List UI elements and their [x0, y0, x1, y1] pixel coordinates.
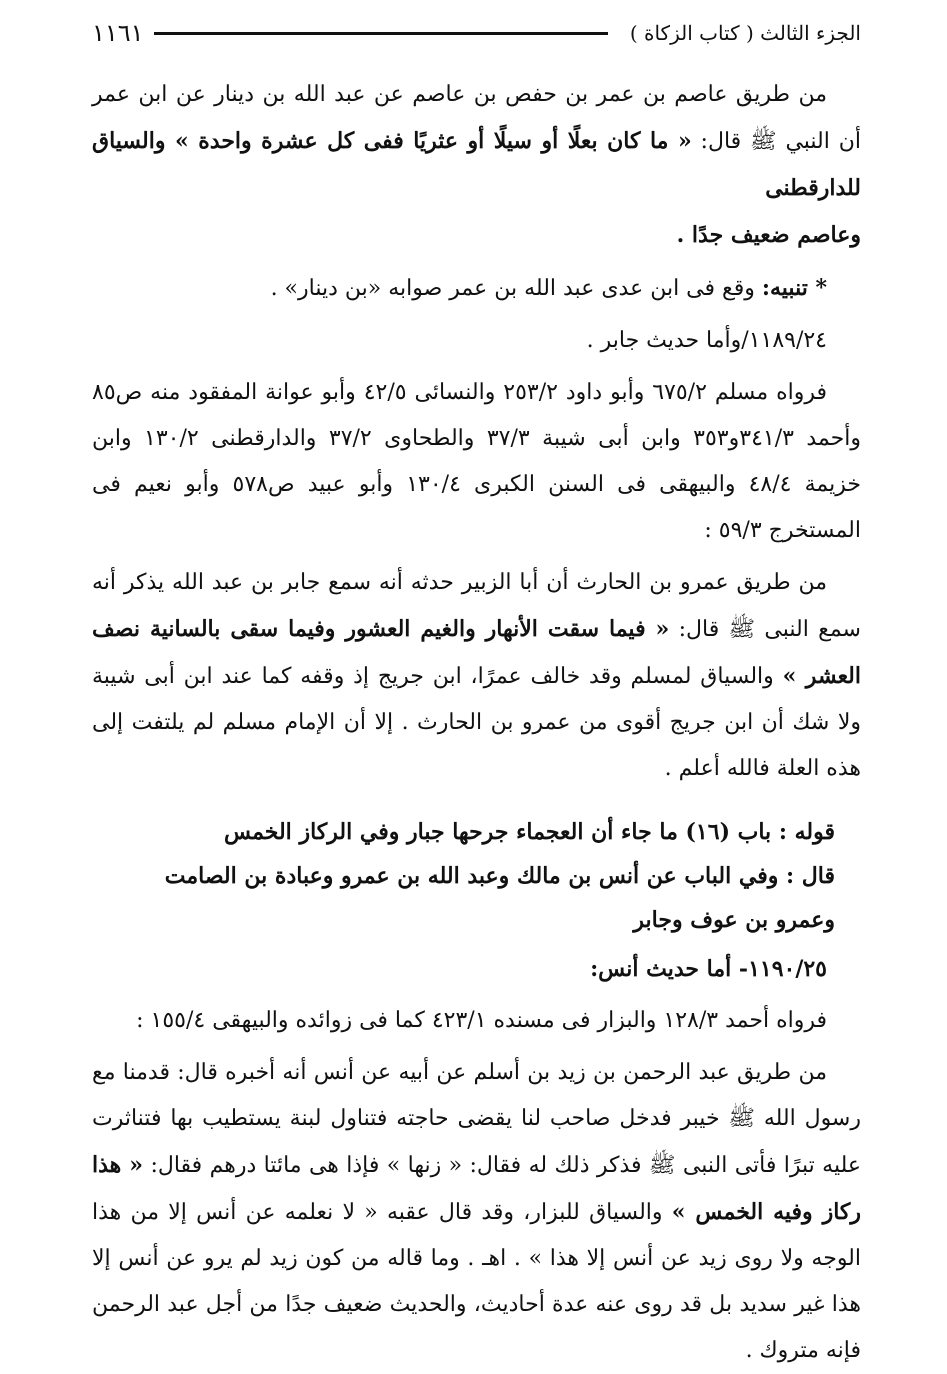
entry-heading-jabir: ١١٨٩/٢٤/وأما حديث جابر . [586, 328, 827, 353]
hadith-quote: « ما كان بعلًا أو سيلًا أو عثريًا ففى كل عشرة واحدة » والسياق للدارقطنى [92, 128, 861, 201]
paragraph-text-bold: وعاصم ضعيف جدًا . [676, 222, 861, 248]
paragraph-text: والسياق للبزار، وقد قال عقبه « لا نعلمه عن أنس إلا من هذا الوجه ولا روى زيد عن أنس إلا هذا » . اهـ . وما قاله من كون زيد لم يرو عن أنس إلا هذا غير سديد بل قد روى عنه عدة أحاديث، والحديث ضعيف جدًا من أجل عبد الرحمن فإنه متروك . [92, 1200, 861, 1363]
note-text: وقع فى ابن عدى عبد الله بن عمر صوابه «بن دينار» . [270, 276, 762, 301]
chapter-heading-line: قوله : باب (١٦) ما جاء أن العجماء جرحها جبار وفي الركاز الخمس [224, 819, 835, 845]
note-label: * تنبيه: [761, 275, 827, 301]
paragraph-asim-chain [92, 72, 861, 259]
paragraph-text: من طريق عمرو بن الحارث أن أبا الزبير حدثه أنه سمع جابر بن عبد الله يذكر أنه سمع النبى ﷺ قال: [92, 570, 861, 642]
hadith-quote: « فيما سقت الأنهار والغيم العشور وفيما سقى بالسانية نصف العشر » [92, 616, 862, 689]
entry-heading-anas: ١١٩٠/٢٥- أما حديث أنس: [590, 956, 827, 982]
hadith-quote: « هذا ركاز وفيه الخمس » [92, 1152, 861, 1225]
chapter-heading-line: وعمرو بن عوف وجابر [633, 907, 835, 933]
paragraph-text: من طريق عبد الرحمن بن زيد بن أسلم عن أبيه عن أنس أنه أخبره قال: قدمنا مع رسول الله ﷺ خيبر فدخل صاحب لنا يقضى حاجته فتناول لبنة يستطيب بها فتناثرت عليه تبرًا فأتى النبى ﷺ فذكر ذلك له فقال: « زنها » فإذا هى مائتا درهم فقال: [92, 1060, 861, 1178]
paragraph-anas-sources: فرواه أحمد ١٢٨/٣ والبزار فى مسنده ٤٢٣/١ كما فى زوائده والبيهقى ١٥٥/٤ : [136, 1008, 827, 1033]
paragraph-text: من طريق عاصم بن عمر بن حفص بن عاصم عن عبد الله بن دينار عن ابن عمر أن النبي ﷺ قال: [92, 82, 861, 154]
paragraph-jabir-sources: فرواه مسلم ٦٧٥/٢ وأبو داود ٢٥٣/٢ والنسائى ٤٢/٥ وأبو عوانة المفقود منه ص٨٥ وأحمد ٣٤١/٣و٣٥٣ وابن أبى شيبة ٣٧/٣ والطحاوى ٣٧/٢ والدارقطنى ١٣٠/٢ وابن خزيمة ٤٨/٤ والبيهقى فى السنن الكبرى ١٣٠/٤ وأبو عبيد ص٥٧٨ وأبو نعيم فى المستخرج ٥٩/٣ : [92, 380, 861, 543]
note-paragraph [92, 265, 861, 312]
chapter-heading-line: قال : وفي الباب عن أنس بن مالك وعبد الله بن عمرو وعبادة بن الصامت [164, 863, 835, 889]
page-header [92, 18, 861, 48]
page-number: ١١٦١ [92, 19, 144, 47]
paragraph-jabir-chain [92, 560, 861, 792]
chapter-heading [92, 810, 861, 942]
paragraph-text: والسياق لمسلم وقد خالف عمرًا، ابن جريج إذ وقفه كما عند ابن أبى شيبة ولا شك أن ابن جريج أقوى من عمرو بن الحارث . إلا أن الإمام مسلم لم يلتفت إلى هذه العلة فالله أعلم . [92, 664, 861, 781]
paragraph-anas-chain [92, 1050, 861, 1374]
page-body [92, 72, 861, 1374]
running-title: الجزء الثالث ( كتاب الزكاة ) [629, 21, 861, 45]
header-rule [154, 32, 608, 35]
